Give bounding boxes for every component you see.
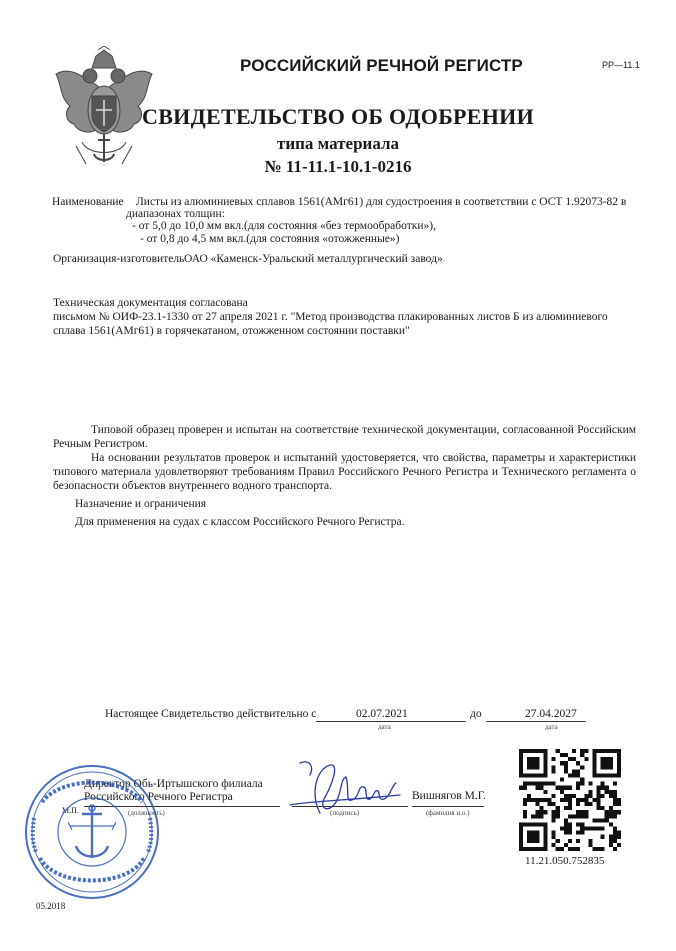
- valid-to-date: 27.04.2027: [525, 708, 577, 720]
- document-title: СВИДЕТЕЛЬСТВО ОБ ОДОБРЕНИИ: [142, 104, 534, 129]
- documentation-line-2: письмом № ОИФ-23.1-1330 от 27 апреля 2021 г. "Метод производства плакированных листов Б из алюминиевого: [53, 311, 608, 323]
- position-caption: (должность): [128, 809, 165, 817]
- validity-label: Настоящее Свидетельство действительно с: [105, 708, 317, 720]
- document-subtitle: типа материала: [276, 134, 400, 153]
- signatory-position-line-1: Директор Обь-Иртышского филиала: [84, 778, 263, 790]
- product-name-line-4: - от 0,8 до 4,5 мм вкл.(для состояния «отожженные»): [140, 233, 400, 245]
- name-underline: [412, 806, 484, 807]
- product-name-line-3: - от 5,0 до 10,0 мм вкл.(для состояния «без термообработки»),: [132, 220, 436, 232]
- date-from-caption: дата: [378, 723, 391, 731]
- purpose-text: Для применения на судах с классом Российского Речного Регистра.: [75, 516, 405, 528]
- body-paragraph-1: Типовой образец проверен и испытан на соответствие технической документации, согласованной Российским Речным Регистром.: [53, 424, 636, 450]
- qr-code-icon: [519, 749, 621, 851]
- form-date: 05.2018: [36, 901, 66, 911]
- signature-caption: (подпись): [330, 809, 360, 817]
- handwritten-signature-icon: [280, 755, 405, 825]
- org-title: РОССИЙСКИЙ РЕЧНОЙ РЕГИСТР: [240, 56, 523, 75]
- valid-to-label: до: [470, 708, 482, 720]
- name-caption: (фамилия и.о.): [426, 809, 470, 817]
- valid-from-date: 02.07.2021: [356, 708, 408, 720]
- signatory-name: Вишнягов М.Г.: [412, 790, 486, 802]
- date-to-underline: [486, 721, 586, 722]
- stamp-place-label: М.П.: [62, 806, 79, 815]
- form-code: РР—11.1: [602, 60, 640, 70]
- date-from-underline: [316, 721, 466, 722]
- round-seal-icon: [22, 762, 162, 902]
- manufacturer-label: Организация-изготовитель: [53, 253, 185, 265]
- date-to-caption: дата: [545, 723, 558, 731]
- body-paragraph-2: На основании результатов проверок и испытаний удостоверяется, что свойства, параметры и характеристики типового материала удовлетворяют требованиям Правил Российского Речного Регистра и Технического регламента о безопасности объектов внутреннего водного транспорта.: [53, 452, 636, 492]
- documentation-line-3: сплава 1561(АМг61) в горячекатаном, отожженном состоянии поставки": [53, 325, 410, 337]
- manufacturer-value: ОАО «Каменск-Уральский металлургический завод»: [184, 253, 443, 265]
- product-name-line-2: диапазонах толщин:: [126, 208, 225, 220]
- qr-number: 11.21.050.752835: [525, 855, 605, 867]
- signatory-position-line-2: Российского Речного Регистра: [84, 791, 233, 803]
- product-name-line-1: Листы из алюминиевых сплавов 1561(АМг61) для судостроения в соответствии с ОСТ 1.92073-82 в: [136, 196, 627, 208]
- certificate-number: № 11-11.1-10.1-0216: [264, 157, 412, 176]
- documentation-line-1: Техническая документация согласована: [53, 297, 248, 309]
- product-name-label: Наименование: [52, 196, 124, 208]
- purpose-label: Назначение и ограничения: [75, 498, 207, 510]
